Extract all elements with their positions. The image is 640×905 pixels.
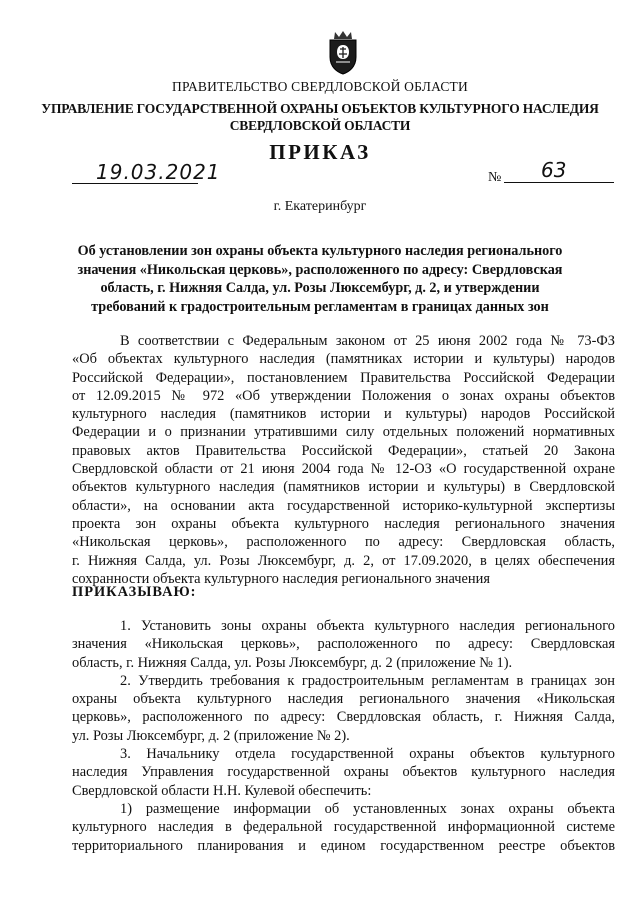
preamble-line: Российской Федерации», постановлением Правительства Российской Федерации	[72, 369, 615, 386]
preamble-line: «Никольская церковь», расположенного по адресу: Свердловская область,	[72, 534, 615, 551]
item-3-line: Свердловской области Н.Н. Кулевой обеспечить:	[72, 782, 372, 799]
preamble-line: от 12.09.2015 № 972 «Об утверждении Положения о зонах охраны объектов	[72, 387, 615, 404]
date-underline	[72, 183, 198, 184]
preamble	[72, 332, 615, 588]
subject-line: область, г. Нижняя Салда, ул. Розы Люксембург, д. 2, и утверждении	[100, 280, 540, 296]
preamble-line: правовых актов Правительства Российской Федерации», статьей 20 Закона	[72, 442, 615, 459]
preamble-line: культурного наследия (памятников истории и культуры) народов Российской	[72, 406, 615, 423]
document-type: ПРИКАЗ	[269, 140, 371, 164]
item-3-line: 3. Начальнику отдела государственной охраны объектов культурного	[120, 746, 615, 763]
preamble-line: Федерации и о признании утратившими силу отдельных положений нормативных	[72, 424, 615, 441]
subject-line: Об установлении зон охраны объекта культурного наследия регионального	[77, 243, 563, 259]
item-3-1-line: 1) размещение информации об установленных зонах охраны объекта	[120, 800, 615, 817]
order-items	[72, 617, 615, 855]
item-2-line: церковь», расположенного по адресу: Свердловская область, г. Нижняя Салда,	[72, 709, 615, 726]
document-date: 19.03.2021	[96, 160, 221, 184]
number-label: №	[488, 170, 502, 185]
item-3-1-line: территориального планирования и едином государственном реестре объектов	[72, 837, 615, 854]
preamble-line: Свердловской области от 21 июня 2004 года № 12-ОЗ «О государственной охране	[72, 461, 615, 478]
preamble-line: В соответствии с Федеральным законом от 25 июня 2002 года № 73-ФЗ	[120, 333, 615, 349]
preamble-line: сохранности объекта культурного наследия регионального значения	[72, 570, 490, 587]
department-line-2: СВЕРДЛОВСКОЙ ОБЛАСТИ	[229, 118, 411, 133]
subject-line: значения «Никольская церковь», расположенного по адресу: Свердловская	[77, 261, 563, 278]
item-1-line: область, г. Нижняя Салда, ул. Розы Люксембург, д. 2 (приложение № 1).	[72, 654, 513, 671]
item-1-line: значения «Никольская церковь», расположенного по адресу: Свердловская	[72, 636, 615, 653]
number-underline	[504, 182, 614, 183]
department-line-1: УПРАВЛЕНИЕ ГОСУДАРСТВЕННОЙ ОХРАНЫ ОБЪЕКТОВ КУЛЬТУРНОГО НАСЛЕДИЯ	[41, 101, 599, 116]
item-2-line: ул. Розы Люксембург, д. 2 (приложение № 2).	[72, 727, 350, 744]
order-heading: ПРИКАЗЫВАЮ:	[72, 584, 197, 600]
department-name	[0, 100, 640, 134]
preamble-line: проекта зон охраны объекта культурного наследия регионального значения	[72, 515, 615, 532]
item-1-line: 1. Установить зоны охраны объекта культурного наследия регионального	[120, 618, 615, 634]
item-2-line: охраны объекта культурного наследия регионального значения «Никольская	[72, 691, 615, 708]
coat-of-arms-icon	[322, 28, 364, 76]
item-3-1-line: культурного наследия в федеральной государственной информационной системе	[72, 819, 615, 836]
subject-line: требований к градостроительным регламентам в границах данных зон	[91, 298, 549, 315]
item-2-line: 2. Утвердить требования к градостроительным регламентам в границах зон	[120, 672, 615, 689]
preamble-line: г. Нижняя Салда, ул. Розы Люксембург, д. 2, от 17.09.2020, в целях обеспечения	[72, 552, 615, 569]
preamble-line: объектов культурного наследия (памятников истории и культуры) в Свердловской	[72, 479, 615, 496]
preamble-line: «Об объектах культурного наследия (памятниках истории и культуры) народов	[72, 351, 615, 368]
item-3-line: наследия Управления государственной охраны объектов культурного наследия	[72, 764, 615, 781]
preamble-line: области», на основании акта государственной историко-культурной экспертизы	[72, 497, 615, 514]
government-name: ПРАВИТЕЛЬСТВО СВЕРДЛОВСКОЙ ОБЛАСТИ	[172, 79, 468, 94]
city: г. Екатеринбург	[273, 199, 367, 214]
document-subject	[0, 242, 640, 316]
document-number: 63	[541, 158, 567, 182]
